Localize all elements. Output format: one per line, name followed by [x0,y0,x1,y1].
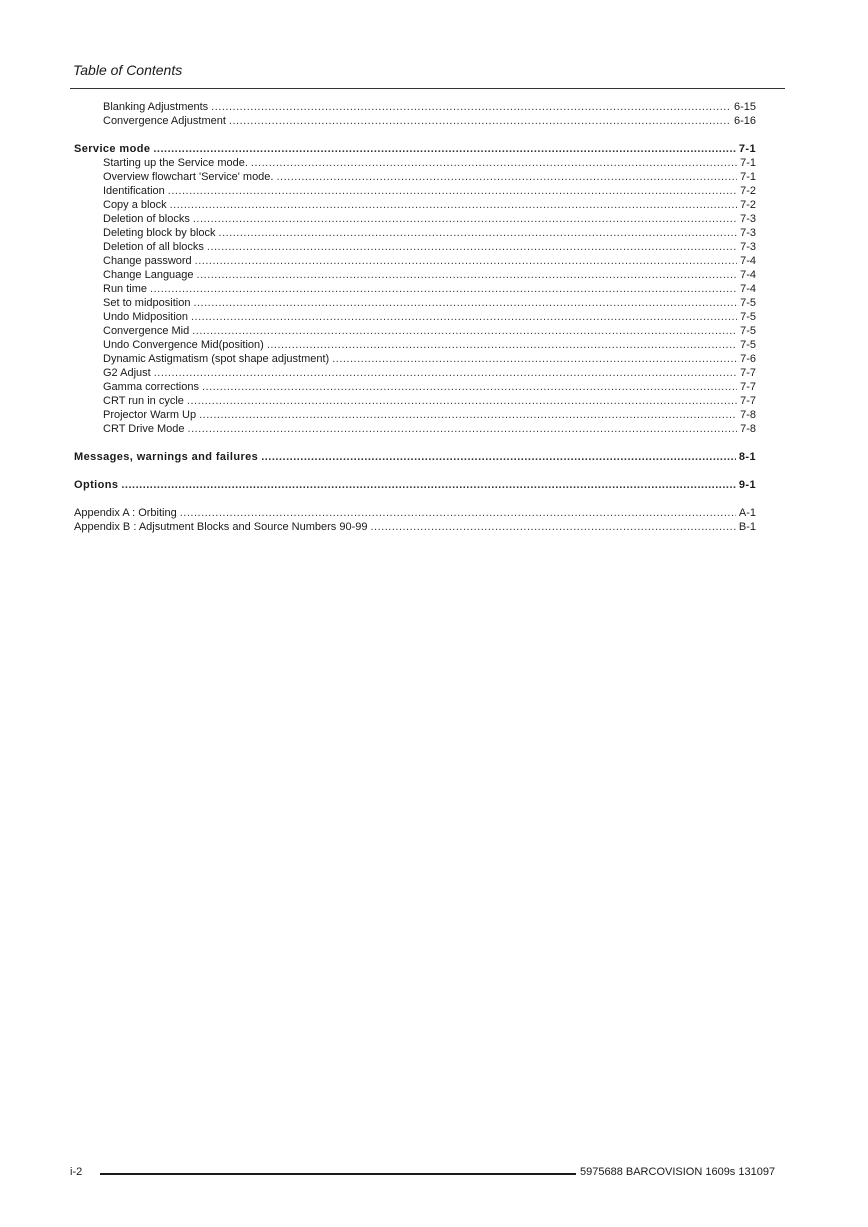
toc-leader-dots [195,254,737,268]
toc-leader-dots [197,268,738,282]
toc-entry-page: 7-1 [740,157,756,169]
header-divider [70,88,785,89]
toc-entry[interactable] [74,226,756,240]
toc-entry[interactable] [74,380,756,394]
toc-entry[interactable] [74,422,756,436]
toc-entry[interactable] [74,114,756,128]
toc-spacer [74,464,756,478]
toc-leader-dots [199,408,737,422]
toc-chapter[interactable] [74,142,756,156]
toc-leader-dots [202,380,737,394]
toc-entry-page: 6-15 [733,101,756,113]
toc-entry-page: 7-4 [740,269,756,281]
toc-leader-dots [219,226,738,240]
toc-leader-dots [191,310,737,324]
toc-leader-dots [168,184,737,198]
toc-entry[interactable] [74,296,756,310]
page-title: Table of Contents [73,62,183,78]
toc-entry[interactable] [74,184,756,198]
toc-leader-dots [251,156,737,170]
toc-entry-page: 7-6 [740,353,756,365]
toc-spacer [74,492,756,506]
toc-entry-title: Overview flowchart 'Service' mode. [103,171,274,183]
toc-entry-page: 7-2 [740,199,756,211]
toc-entry[interactable] [74,338,756,352]
toc-appendix[interactable] [74,506,756,520]
toc-entry-page: 7-8 [740,409,756,421]
toc-entry-page: 7-4 [740,255,756,267]
toc-entry-title: CRT run in cycle [103,395,184,407]
toc-leader-dots [332,352,737,366]
toc-leader-dots [229,114,731,128]
toc-entry-page: 7-3 [740,227,756,239]
toc-leader-dots [187,394,737,408]
toc-appendix-page: B-1 [738,521,756,533]
toc-entry-title: CRT Drive Mode [103,423,185,435]
toc-spacer [74,436,756,450]
toc-entry-page: 7-8 [740,423,756,435]
toc-entry[interactable] [74,198,756,212]
table-of-contents [74,100,756,534]
toc-appendix[interactable] [74,520,756,534]
toc-entry-title: Change password [103,255,192,267]
toc-entry-title: Identification [103,185,165,197]
toc-leader-dots [150,282,737,296]
toc-leader-dots [261,450,736,464]
toc-chapter-page: 9-1 [738,479,756,491]
toc-leader-dots [371,520,736,534]
toc-entry-page: 7-4 [740,283,756,295]
toc-entry-title: Dynamic Astigmatism (spot shape adjustment) [103,353,330,365]
toc-entry-title: Change Language [103,269,194,281]
toc-leader-dots [180,506,736,520]
toc-chapter-page: 8-1 [738,451,756,463]
toc-entry-title: Undo Midposition [103,311,188,323]
toc-entry-page: 7-7 [740,395,756,407]
toc-entry[interactable] [74,408,756,422]
toc-leader-dots [276,170,737,184]
toc-entry-page: 7-2 [740,185,756,197]
toc-entry-title: Deletion of all blocks [103,241,204,253]
toc-spacer [74,128,756,142]
toc-entry-title: Undo Convergence Mid(position) [103,339,264,351]
toc-entry[interactable] [74,394,756,408]
toc-entry[interactable] [74,366,756,380]
footer-page-number: i-2 [70,1166,83,1178]
toc-entry[interactable] [74,352,756,366]
toc-entry-title: Copy a block [103,199,167,211]
toc-entry[interactable] [74,282,756,296]
toc-entry-page: 7-1 [740,171,756,183]
toc-entry-title: Convergence Adjustment [103,115,226,127]
toc-entry-page: 6-16 [733,115,756,127]
toc-entry-page: 7-7 [740,381,756,393]
toc-leader-dots [207,240,737,254]
toc-entry[interactable] [74,156,756,170]
toc-chapter-page: 7-1 [738,143,756,155]
toc-entry[interactable] [74,170,756,184]
toc-entry-page: 7-3 [740,241,756,253]
footer-divider [100,1173,576,1175]
toc-entry-page: 7-7 [740,367,756,379]
toc-entry-title: Convergence Mid [103,325,190,337]
footer-document-reference: 5975688 BARCOVISION 1609s 131097 [580,1166,776,1178]
toc-entry-page: 7-5 [740,297,756,309]
toc-appendix-page: A-1 [738,507,756,519]
toc-appendix-title: Appendix B : Adjsutment Blocks and Source Numbers 90-99 [74,521,368,533]
toc-chapter[interactable] [74,478,756,492]
toc-leader-dots [211,100,731,114]
toc-entry-title: Set to midposition [103,297,191,309]
toc-chapter[interactable] [74,450,756,464]
toc-entry[interactable] [74,268,756,282]
toc-leader-dots [193,212,737,226]
toc-entry-title: G2 Adjust [103,367,151,379]
toc-entry-title: Run time [103,283,148,295]
toc-entry-page: 7-3 [740,213,756,225]
toc-entry[interactable] [74,240,756,254]
toc-leader-dots [170,198,738,212]
toc-entry[interactable] [74,310,756,324]
toc-entry-page: 7-5 [740,325,756,337]
toc-chapter-title: Service mode [74,143,151,155]
toc-entry-title: Starting up the Service mode. [103,157,248,169]
toc-leader-dots [267,338,737,352]
toc-entry-title: Deletion of blocks [103,213,190,225]
toc-leader-dots [192,324,737,338]
toc-entry[interactable] [74,324,756,338]
toc-entry[interactable] [74,254,756,268]
toc-entry[interactable] [74,100,756,114]
toc-entry-page: 7-5 [740,339,756,351]
toc-leader-dots [188,422,738,436]
toc-entry-title: Deleting block by block [103,227,216,239]
toc-leader-dots [121,478,736,492]
toc-chapter-title: Messages, warnings and failures [74,451,259,463]
toc-leader-dots [153,142,736,156]
toc-entry-title: Blanking Adjustments [103,101,209,113]
toc-chapter-title: Options [74,479,119,491]
toc-entry-page: 7-5 [740,311,756,323]
toc-entry-title: Projector Warm Up [103,409,197,421]
toc-entry[interactable] [74,212,756,226]
toc-leader-dots [154,366,737,380]
toc-leader-dots [193,296,737,310]
toc-entry-title: Gamma corrections [103,381,199,393]
toc-appendix-title: Appendix A : Orbiting [74,507,177,519]
